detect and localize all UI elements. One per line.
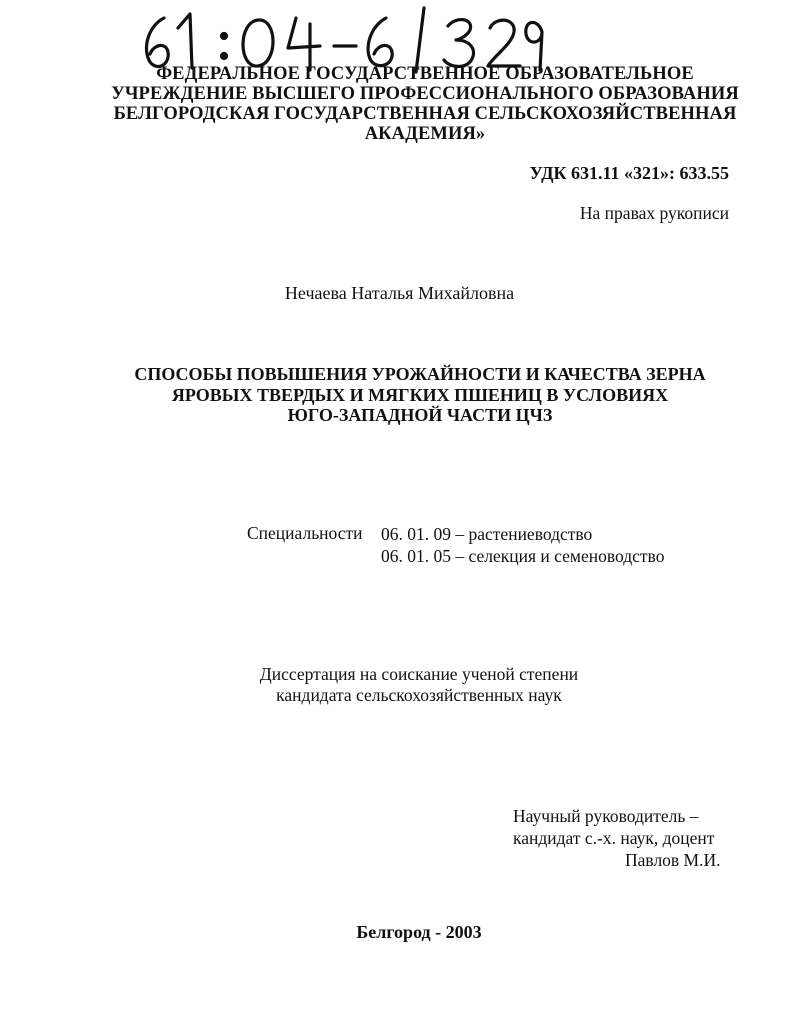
organization-line: БЕЛГОРОДСКАЯ ГОСУДАРСТВЕННАЯ СЕЛЬСКОХОЗЯЙСТВЕННАЯ	[113, 104, 737, 124]
dissertation-title	[70, 364, 770, 426]
advisor-role: Научный руководитель –	[513, 806, 699, 826]
degree-line: кандидата сельскохозяйственных наук	[276, 684, 562, 705]
manuscript-rights: На правах рукописи	[579, 203, 729, 223]
advisor-name: Павлов М.И.	[625, 850, 721, 870]
specialty-item: 06. 01. 05 – селекция и семеноводство	[381, 546, 665, 566]
specialties-label: Специальности	[247, 523, 363, 543]
organization-line: ФЕДЕРАЛЬНОЕ ГОСУДАРСТВЕННОЕ ОБРАЗОВАТЕЛЬНОЕ	[156, 64, 694, 84]
organization-line: АКАДЕМИЯ»	[364, 124, 486, 144]
city-year: Белгород - 2003	[356, 922, 482, 942]
dissertation-degree	[0, 664, 799, 705]
specialty-item: 06. 01. 09 – растениеводство	[381, 524, 593, 544]
scientific-advisor	[513, 805, 721, 871]
organization-heading	[60, 64, 790, 144]
title-line: СПОСОБЫ ПОВЫШЕНИЯ УРОЖАЙНОСТИ И КАЧЕСТВА ЗЕРНА	[134, 364, 706, 384]
specialties-list	[381, 523, 664, 567]
title-line: ЮГО-ЗАПАДНОЙ ЧАСТИ ЦЧЗ	[287, 405, 553, 425]
advisor-degree: кандидат с.-х. наук, доцент	[513, 828, 715, 848]
organization-line: УЧРЕЖДЕНИЕ ВЫСШЕГО ПРОФЕССИОНАЛЬНОГО ОБРАЗОВАНИЯ	[111, 84, 739, 104]
author-name: Нечаева Наталья Михайловна	[284, 283, 515, 303]
title-line: ЯРОВЫХ ТВЕРДЫХ И МЯГКИХ ПШЕНИЦ В УСЛОВИЯХ	[171, 384, 669, 405]
degree-line: Диссертация на соискание ученой степени	[259, 664, 579, 684]
udk-code: УДК 631.11 «321»: 633.55	[529, 163, 729, 183]
